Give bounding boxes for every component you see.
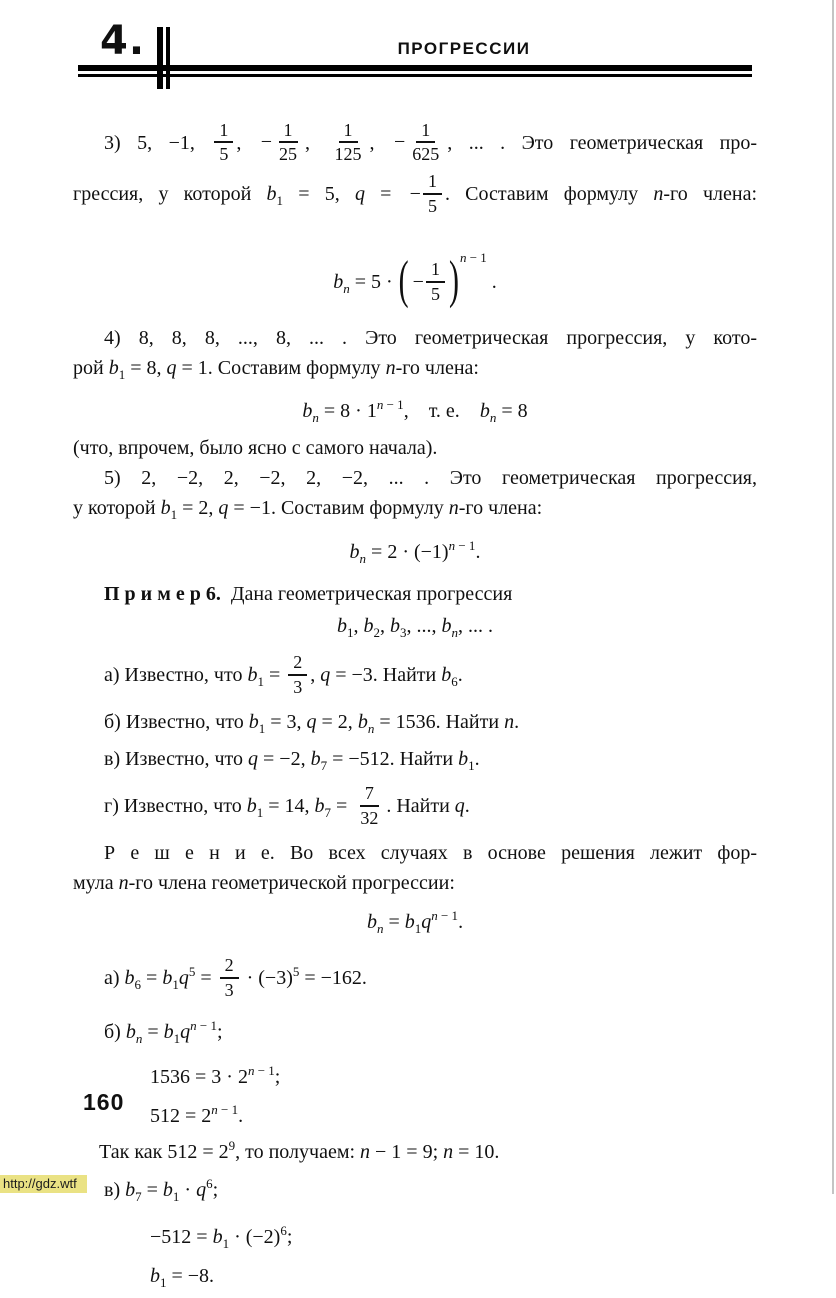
subscript: 1	[118, 367, 126, 383]
math-var: b	[302, 400, 313, 423]
fraction-denominator: 125	[334, 144, 362, 165]
line-item4-cont: рой $b_1 = 8$, q = 1. Составим формулу n-го члена:	[73, 357, 479, 383]
fraction-denominator: 5	[430, 283, 440, 304]
line-item5-cont: у которой $b_1 = 2$, q = −1. Составим формулу n-го члена:	[73, 497, 543, 523]
math-var: n	[376, 397, 384, 413]
superscript: n − 1	[211, 1102, 239, 1118]
subscript: 7	[324, 805, 332, 821]
line-sol-b2: $1536 = 3 \cdot 2^{n - 1}$;	[150, 1063, 281, 1089]
math-var: q	[178, 967, 189, 990]
math-var: b	[124, 967, 135, 990]
subscript: 1	[257, 674, 264, 690]
watermark-url: http://gdz.wtf	[0, 1175, 87, 1193]
fraction	[214, 121, 233, 165]
page-number: 160	[83, 1089, 125, 1115]
subscript	[343, 281, 350, 296]
line-item3-cont: грессия, у которой $b_1 = 5$, q = − $\frac{1}{5}$ . Составим формулу n-го члена:	[73, 169, 757, 226]
fraction-stack	[288, 653, 307, 697]
subscript	[490, 410, 497, 425]
chapter-number: 4.	[100, 18, 146, 64]
math-var: b	[108, 357, 119, 380]
superscript: n − 1	[247, 1063, 275, 1079]
line-sol-v1: в) $b_7 = b_1 \cdot q^6$;	[104, 1176, 219, 1205]
math-var: q	[320, 664, 331, 687]
line-task-b: б) Известно, что $b_1 = 3$, q = 2, $b_n = 1536$. Найти n.	[104, 711, 520, 737]
fraction-stack	[423, 172, 442, 216]
math-var: n	[367, 721, 375, 737]
line-example6-head: П р и м е р 6. Дана геометрическая прогрессия	[104, 583, 513, 606]
line-item5-seq: 5) 2, −2, 2, −2, 2, −2, ... . Это геометрическая прогрессия,	[104, 467, 757, 490]
math-var: b	[458, 748, 469, 771]
math-var: b	[390, 615, 400, 638]
fraction	[355, 784, 383, 828]
fraction-numerator: 2	[220, 956, 239, 979]
math-var: n	[448, 538, 456, 554]
fraction-denominator: 32	[360, 807, 379, 828]
math-var: n	[431, 908, 438, 924]
fraction	[330, 121, 367, 165]
fraction-stack	[220, 956, 239, 1000]
superscript: n − 1	[431, 908, 459, 924]
fraction-sign: −	[409, 182, 421, 205]
superscript: n − 1	[459, 250, 487, 266]
math-var: n	[489, 410, 497, 426]
big-paren: (	[398, 251, 409, 309]
math-var: b	[266, 183, 277, 206]
math-var: b	[333, 271, 344, 294]
subscript: 1	[256, 805, 264, 821]
math-var: n	[211, 1102, 218, 1118]
math-var: b	[248, 711, 259, 734]
scan-edge-line	[832, 0, 834, 1194]
math-var: b	[160, 497, 171, 520]
line-sol-v3: $b_1 = -8$.	[150, 1265, 215, 1291]
fraction-denominator: 5	[219, 144, 229, 165]
superscript: 6	[280, 1223, 287, 1239]
math-var: b	[314, 795, 325, 818]
line-sol-b3: $512 = 2^{n - 1}$.	[150, 1102, 244, 1128]
math-var: n	[376, 921, 384, 937]
line-sol-b1: б) $b_n = b_1q^{n - 1}$;	[104, 1018, 223, 1047]
line-item4-seq: 4) 8, 8, 8, ..., 8, ... . Это геометрическая прогрессия, у кото-	[104, 327, 757, 350]
line-solution-cont: мула n-го члена геометрической прогрессии:	[73, 872, 455, 895]
math-var: n	[385, 357, 396, 380]
fraction-stack	[355, 784, 383, 828]
fraction-numerator: 1	[426, 260, 445, 283]
math-var: q	[166, 357, 177, 380]
math-var: b	[441, 615, 452, 638]
fraction-numerator: 1	[279, 121, 298, 144]
subscript: 1	[172, 1189, 180, 1205]
subscript: 1	[172, 977, 179, 993]
line-solution-head: Р е ш е н и е. Во всех случаях в основе решения лежит фор-	[104, 842, 757, 865]
big-paren: )	[448, 251, 459, 309]
math-var: b	[404, 911, 415, 934]
superscript: 5	[188, 964, 196, 980]
math-var: n	[459, 250, 467, 266]
subscript: 1	[276, 193, 283, 209]
fraction-stack	[426, 260, 445, 304]
math-var: n	[312, 410, 319, 426]
subscript: 7	[320, 758, 328, 774]
subscript: 7	[135, 1189, 142, 1205]
subscript	[360, 551, 367, 566]
math-var: n	[653, 183, 664, 206]
line-task-a: а) Известно, что $b_1$ = $\frac{2}{3}$ , q = −3. Найти $b_6$.	[104, 651, 463, 697]
subscript	[452, 625, 459, 640]
subscript: 1	[173, 1031, 181, 1047]
math-var: q	[454, 795, 465, 818]
math-var: b	[337, 615, 347, 638]
math-var: b	[162, 967, 173, 990]
math-var: n	[360, 1141, 371, 1164]
subscript: 1	[222, 1236, 230, 1252]
math-var: b	[125, 1179, 136, 1202]
superscript: 6	[206, 1176, 213, 1192]
math-var: b	[125, 1021, 136, 1044]
fraction-sign: −	[260, 131, 273, 154]
subscript: 1	[347, 625, 354, 641]
superscript: 5	[292, 964, 300, 980]
line-item3-seq: 3) 5, −1, $\frac{1}{5}$ , − $\frac{1}{25}$ , $\frac{1}{125}$ , − $\frac{1}{625}$ , ... . Это геометрическая про-	[73, 118, 757, 169]
math-var: n	[247, 1063, 255, 1079]
line-sol-v2: $-512 = b_1 \cdot (-2)^6$;	[150, 1223, 293, 1252]
fraction	[394, 117, 444, 167]
math-var: b	[310, 748, 321, 771]
fraction-denominator: 3	[224, 979, 234, 1000]
math-var: q	[354, 183, 365, 206]
math-var: q	[248, 748, 259, 771]
superscript: n − 1	[448, 538, 476, 554]
fraction-numerator: 1	[416, 121, 435, 144]
math-var: b	[246, 795, 257, 818]
math-var: n	[443, 1141, 454, 1164]
line-sol-a: а) $b_6 = b_1q^5$ = $\frac{2}{3}$ · $(-3)^5 = -162$.	[104, 954, 367, 1000]
math-var: b	[247, 664, 258, 687]
fraction	[288, 653, 307, 697]
subscript	[136, 1031, 143, 1046]
math-var: n	[448, 497, 459, 520]
math-var: b	[212, 1226, 223, 1249]
formula-item4: $b_n = 8 \cdot 1^{n - 1}$, т. е. $b_n = 8$	[302, 397, 528, 426]
math-var: n	[359, 551, 367, 567]
fraction-numerator: 2	[288, 653, 307, 676]
math-var: b	[357, 711, 368, 734]
fraction-stack	[330, 121, 367, 165]
subscript	[377, 921, 384, 936]
fraction-numerator: 1	[339, 121, 358, 144]
subscript: 1	[160, 1275, 167, 1291]
superscript: n − 1	[376, 397, 404, 413]
fraction-numerator: 7	[360, 784, 379, 807]
subscript: 6	[134, 977, 142, 993]
formula-item5: $b_n = 2 \cdot (-1)^{n - 1}$.	[349, 538, 481, 567]
fraction	[413, 258, 445, 306]
fraction-denominator: 5	[427, 195, 437, 216]
line-sol-b4: Так как $512 = 2^9$, то получаем: n − 1 = 9; n = 10.	[99, 1138, 500, 1164]
fraction-denominator: 25	[279, 144, 298, 165]
math-var: q	[196, 1179, 207, 1202]
subscript: 6	[451, 674, 458, 690]
fraction-sign: −	[393, 131, 406, 154]
fraction	[220, 956, 239, 1000]
math-var: b	[479, 400, 490, 423]
content	[73, 0, 757, 1298]
line-item4-note: (что, впрочем, было ясно с самого начала).	[73, 437, 438, 460]
math-var: n	[135, 1031, 143, 1047]
math-var: q	[218, 497, 229, 520]
formula-item3: $b_n = 5$ · ( − $\frac{1}{5}$ )$^{n - 1}$ .	[73, 226, 757, 323]
math-var: b	[163, 1021, 174, 1044]
math-var: b	[150, 1265, 160, 1288]
fraction	[261, 117, 302, 167]
math-var: q	[306, 711, 317, 734]
math-var: q	[421, 911, 432, 934]
subscript: 1	[414, 921, 422, 937]
math-var: n	[343, 281, 350, 297]
superscript: n − 1	[190, 1018, 217, 1034]
line-task-g: г) Известно, что $b_1 = 14$, $b_7$ = $\frac{7}{32}$ . Найти q.	[104, 782, 470, 828]
fraction-numerator: 1	[423, 172, 442, 195]
subscript	[368, 721, 375, 736]
bold-text: П р и м е р 6.	[104, 583, 221, 606]
subscript: 3	[400, 625, 407, 641]
subscript: 1	[170, 507, 178, 523]
fraction-denominator: 3	[293, 676, 303, 697]
fraction-stack	[274, 121, 302, 165]
math-var: n	[118, 872, 129, 895]
subscript	[312, 410, 319, 425]
math-var: b	[162, 1179, 173, 1202]
fraction	[410, 169, 442, 219]
subscript: 1	[258, 721, 266, 737]
math-var: n	[451, 625, 458, 641]
formula-general: $b_n = b_1q^{n - 1}$.	[366, 908, 464, 937]
chapter-title: ПРОГРЕССИИ	[397, 39, 531, 58]
fraction-stack	[214, 121, 233, 165]
formula-sequence: $b_1$, $b_2$, $b_3$, ..., $b_n$, ... .	[337, 615, 493, 641]
math-var: n	[504, 711, 515, 734]
line-task-v: в) Известно, что q = −2, $b_7 = -512$. Найти $b_1$.	[104, 748, 480, 774]
fraction-sign: −	[412, 270, 424, 293]
fraction-numerator: 1	[214, 121, 233, 144]
math-var: b	[349, 541, 360, 564]
math-var: n	[190, 1018, 197, 1034]
math-var: b	[366, 911, 377, 934]
superscript: 9	[228, 1138, 236, 1154]
math-var: b	[363, 615, 374, 638]
subscript: 1	[468, 758, 475, 774]
subscript: 2	[373, 625, 380, 641]
fraction-stack	[407, 121, 444, 165]
math-var: b	[441, 664, 452, 687]
math-var: q	[180, 1021, 191, 1044]
fraction-denominator: 625	[412, 144, 440, 165]
